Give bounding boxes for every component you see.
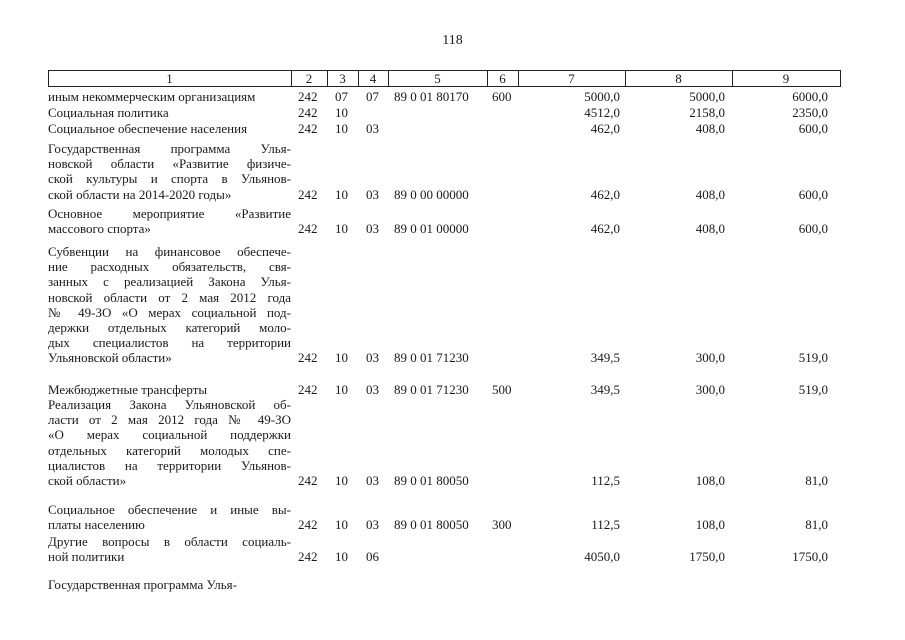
cell-col-7: 112,5	[591, 473, 620, 488]
cell-col-3: 10	[335, 549, 348, 565]
cell-col-4: 03	[366, 221, 379, 237]
description-line: Государственная программа Улья-	[48, 577, 237, 592]
cell-col-5: 89 0 01 71230	[394, 350, 469, 366]
description-line: Социальное обеспечение и иные вы-	[48, 502, 291, 517]
cell-col-2: 242	[298, 382, 318, 397]
row-description	[48, 577, 291, 592]
cell-col-4: 03	[366, 473, 379, 488]
cell-col-3: 10	[335, 105, 348, 120]
description-line: № 49-ЗО «О мерах социальной под-	[48, 304, 291, 320]
cell-col-3: 10	[335, 121, 348, 136]
cell-col-3: 10	[335, 382, 348, 397]
description-line: Реализация Закона Ульяновской об-	[48, 397, 291, 412]
description-line: циалистов на территории Ульянов-	[48, 457, 291, 473]
cell-col-9: 2350,0	[792, 105, 828, 120]
cell-col-9: 600,0	[798, 221, 828, 237]
page-number: 118	[442, 33, 463, 48]
cell-col-4: 06	[366, 549, 379, 565]
cell-col-5: 89 0 00 00000	[394, 186, 469, 202]
cell-col-9: 1750,0	[792, 549, 828, 565]
cell-col-9: 600,0	[798, 121, 828, 136]
cell-col-7: 349,5	[590, 350, 620, 366]
cell-col-2: 242	[298, 549, 318, 565]
cell-col-3: 10	[335, 186, 348, 202]
cell-col-7: 5000,0	[584, 89, 620, 104]
row-description	[48, 502, 291, 532]
cell-col-2: 242	[298, 89, 318, 104]
cell-col-3: 10	[335, 517, 348, 533]
description-line: ной политики	[48, 549, 125, 565]
cell-col-4: 03	[366, 186, 379, 202]
cell-col-8: 408,0	[695, 121, 725, 136]
description-line: Другие вопросы в области социаль-	[48, 534, 291, 549]
description-line: отдельных категорий молодых спе-	[48, 442, 291, 458]
cell-col-9: 519,0	[798, 382, 828, 397]
cell-col-4: 03	[366, 121, 379, 136]
cell-col-5: 89 0 01 71230	[394, 382, 469, 397]
row-description	[48, 141, 291, 202]
cell-col-8: 108,0	[695, 473, 725, 488]
cell-col-3: 10	[335, 221, 348, 237]
cell-col-9: 600,0	[798, 186, 828, 202]
cell-col-4: 03	[366, 350, 379, 366]
cell-col-7: 4512,0	[584, 105, 620, 120]
description-line: ской области»	[48, 473, 127, 489]
cell-col-4: 07	[366, 89, 379, 104]
cell-col-5: 89 0 01 80050	[394, 473, 469, 488]
cell-col-2: 242	[298, 105, 318, 120]
header-col-4: 4	[369, 71, 377, 86]
cell-col-5: 89 0 01 80170	[394, 89, 469, 104]
row-description	[48, 382, 291, 397]
header-col-8: 8	[675, 71, 682, 86]
description-line: дых специалистов на территории	[48, 335, 291, 351]
row-description	[48, 121, 291, 136]
header-col-6: 6	[499, 71, 506, 86]
cell-col-7: 462,0	[590, 221, 620, 237]
description-line: новской области от 2 мая 2012 года	[48, 289, 291, 305]
cell-col-8: 108,0	[695, 517, 725, 533]
cell-col-7: 462,0	[590, 121, 620, 136]
row-description	[48, 534, 291, 564]
description-line: ской культуры и спорта в Ульянов-	[48, 171, 291, 187]
cell-col-8: 5000,0	[689, 89, 725, 104]
cell-col-3: 07	[335, 89, 348, 104]
cell-col-8: 300,0	[695, 350, 725, 366]
cell-col-6: 600	[492, 89, 512, 104]
cell-col-2: 242	[298, 517, 318, 533]
cell-col-8: 2158,0	[689, 105, 725, 120]
row-description	[48, 397, 291, 488]
description-line: Межбюджетные трансферты	[48, 382, 208, 397]
description-line: Государственная программа Улья-	[48, 141, 291, 156]
description-line: ской области на 2014-2020 годы»	[48, 186, 232, 202]
description-line: платы населению	[48, 517, 145, 533]
description-line: Субвенции на финансовое обеспече-	[48, 244, 291, 259]
cell-col-5: 89 0 01 00000	[394, 221, 469, 237]
row-description	[48, 89, 291, 104]
description-line: «О мерах социальной поддержки	[48, 427, 291, 443]
cell-col-8: 300,0	[695, 382, 725, 397]
cell-col-9: 6000,0	[792, 89, 828, 104]
cell-col-6: 500	[492, 382, 512, 397]
header-col-5: 5	[434, 71, 441, 86]
description-line: ласти от 2 мая 2012 года № 49-ЗО	[48, 412, 291, 428]
cell-col-4: 03	[366, 382, 379, 397]
description-line: массового спорта»	[48, 221, 151, 237]
description-line: Социальная политика	[48, 105, 169, 120]
cell-col-2: 242	[298, 186, 318, 202]
cell-col-7: 4050,0	[584, 549, 620, 565]
cell-col-2: 242	[298, 350, 318, 366]
header-col-9: 9	[782, 71, 790, 86]
description-line: Основное мероприятие «Развитие	[48, 206, 291, 221]
cell-col-9: 81,0	[805, 473, 828, 488]
description-line: ние расходных обязательств, свя-	[48, 259, 291, 275]
row-description	[48, 206, 291, 236]
description-line: Ульяновской области»	[48, 350, 172, 366]
cell-col-2: 242	[298, 221, 318, 237]
row-description	[48, 244, 291, 366]
cell-col-9: 81,0	[805, 517, 828, 533]
cell-col-8: 1750,0	[689, 549, 725, 565]
description-line: держки отдельных категорий моло-	[48, 320, 291, 336]
description-line: Социальное обеспечение населения	[48, 121, 248, 136]
header-col-1: 1	[166, 71, 173, 86]
cell-col-8: 408,0	[695, 221, 725, 237]
header-col-7: 7	[568, 71, 575, 86]
cell-col-4: 03	[366, 517, 379, 533]
cell-col-3: 10	[335, 350, 348, 366]
description-line: занных с реализацией Закона Улья-	[48, 274, 291, 290]
description-line: иным некоммерческим организациям	[48, 89, 256, 104]
header-col-2: 2	[305, 71, 313, 86]
cell-col-5: 89 0 01 80050	[394, 517, 469, 533]
cell-col-2: 242	[298, 121, 318, 136]
cell-col-8: 408,0	[695, 186, 725, 202]
cell-col-7: 112,5	[591, 517, 620, 533]
cell-col-7: 462,0	[590, 186, 620, 202]
header-col-3: 3	[339, 71, 346, 86]
cell-col-9: 519,0	[798, 350, 828, 366]
description-line: новской области «Развитие физиче-	[48, 156, 291, 172]
cell-col-2: 242	[298, 473, 318, 488]
row-description	[48, 105, 291, 120]
cell-col-3: 10	[335, 473, 348, 488]
cell-col-7: 349,5	[590, 382, 620, 397]
cell-col-6: 300	[492, 517, 512, 533]
